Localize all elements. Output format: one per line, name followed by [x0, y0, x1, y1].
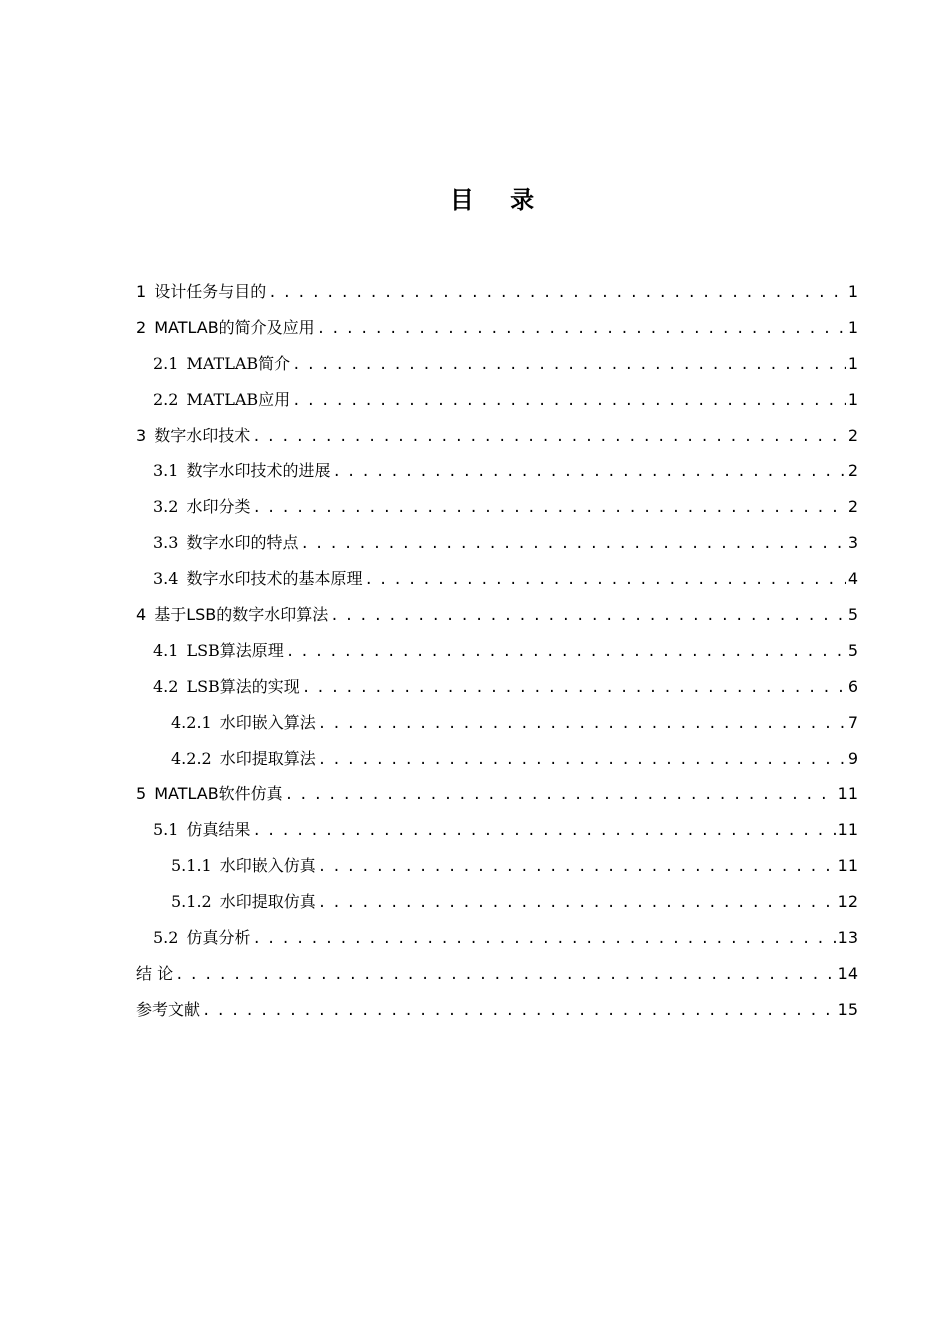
toc-entry-number: 3.3: [153, 533, 179, 553]
toc-entry-number: 3.2: [153, 497, 179, 517]
toc-dot-leader: [317, 312, 846, 348]
toc-dot-leader: [318, 886, 836, 922]
toc-dot-leader: [364, 563, 845, 599]
toc-entry-label: 数字水印技术: [154, 425, 251, 445]
toc-dot-leader: [175, 958, 836, 994]
toc-entry[interactable]: [171, 848, 858, 884]
toc-entry-label: 数字水印的特点: [186, 533, 299, 553]
toc-dot-leader: [300, 527, 845, 563]
toc-entry[interactable]: [153, 812, 858, 848]
toc-entry-number: 4.2.2: [171, 748, 212, 768]
toc-entry-page-number: 2: [847, 425, 858, 445]
toc-entry-page-number: 1: [847, 389, 858, 409]
toc-entry-number: 3.1: [153, 461, 179, 481]
toc-entry-label: MATLAB软件仿真: [154, 784, 283, 804]
toc-entry[interactable]: [136, 597, 858, 633]
toc-dot-leader: [252, 922, 835, 958]
toc-entry-page-number: 7: [847, 712, 858, 732]
toc-entry-number: 5.1.1: [171, 856, 212, 876]
toc-entry-page-number: 3: [847, 533, 858, 553]
toc-entry-page-number: 2: [847, 461, 858, 481]
toc-entry-page-number: 11: [837, 820, 858, 840]
toc-dot-leader: [318, 850, 836, 886]
toc-dot-leader: [252, 814, 835, 850]
toc-entry[interactable]: [153, 382, 858, 418]
toc-entry-number: 2.2: [153, 389, 179, 409]
toc-entry-page-number: 15: [837, 999, 858, 1019]
toc-entry-label: 水印嵌入算法: [219, 712, 316, 732]
toc-entry-page-number: 1: [847, 317, 858, 337]
toc-entry-number: 5.1: [153, 820, 179, 840]
toc-dot-leader: [318, 743, 846, 779]
toc-entry[interactable]: [136, 956, 858, 992]
toc-entry[interactable]: [153, 633, 858, 669]
toc-entry-label: 基于LSB的数字水印算法: [154, 605, 329, 625]
toc-entry[interactable]: [136, 776, 858, 812]
toc-entry[interactable]: [153, 346, 858, 382]
toc-entry-page-number: 11: [837, 856, 858, 876]
toc-entry-number: 1: [136, 282, 147, 301]
toc-entry-number: 3.4: [153, 569, 179, 589]
toc-entry-label: MATLAB简介: [186, 353, 291, 373]
toc-entry-label: MATLAB应用: [186, 389, 291, 409]
toc-entry-page-number: 13: [837, 928, 858, 948]
toc-title: 目 录: [449, 186, 549, 214]
toc-entry-label: 结 论: [136, 963, 174, 983]
toc-entry-label: 水印提取仿真: [219, 892, 316, 912]
toc-dot-leader: [252, 420, 846, 456]
toc-dot-leader: [330, 599, 846, 635]
toc-dot-leader: [268, 276, 846, 312]
toc-dot-leader: [285, 778, 836, 814]
toc-entry-page-number: 4: [847, 569, 858, 589]
toc-dot-leader: [332, 455, 845, 491]
toc-entry[interactable]: [136, 418, 858, 454]
toc-entry-page-number: 6: [847, 676, 858, 696]
toc-dot-leader: [252, 491, 845, 527]
toc-entry[interactable]: [171, 884, 858, 920]
toc-entry[interactable]: [153, 561, 858, 597]
toc-entry[interactable]: [153, 920, 858, 956]
toc-entry-page-number: 5: [847, 640, 858, 660]
toc-dot-leader: [318, 707, 846, 743]
toc-entry-label: 水印嵌入仿真: [219, 856, 316, 876]
toc-entry-number: 5.1.2: [171, 892, 212, 912]
toc-entry-number: 4: [136, 605, 147, 625]
toc-entry-number: 2: [136, 317, 147, 337]
toc-entry-page-number: 9: [847, 748, 858, 768]
toc-list: [0, 274, 950, 1028]
toc-entry-label: 数字水印技术的进展: [186, 461, 331, 481]
toc-entry-number: 5.2: [153, 928, 179, 948]
toc-entry-number: 4.2: [153, 676, 179, 696]
toc-entry-page-number: 11: [837, 784, 858, 804]
toc-entry-label: LSB算法原理: [186, 640, 284, 660]
toc-entry[interactable]: [153, 453, 858, 489]
toc-entry-label: 参考文献: [136, 999, 201, 1019]
toc-entry-number: 4.2.1: [171, 712, 212, 732]
toc-entry-page-number: 14: [837, 963, 858, 983]
toc-entry-label: 设计任务与目的: [154, 282, 267, 301]
toc-entry-label: MATLAB的简介及应用: [154, 317, 315, 337]
toc-entry-label: 仿真结果: [186, 820, 251, 840]
toc-entry-page-number: 5: [847, 605, 858, 625]
toc-entry-number: 2.1: [153, 353, 179, 373]
toc-entry-number: 5: [136, 784, 147, 804]
toc-entry-page-number: 2: [847, 497, 858, 517]
toc-entry-label: 水印提取算法: [219, 748, 316, 768]
toc-entry[interactable]: [136, 992, 858, 1028]
toc-entry-label: 水印分类: [186, 497, 251, 517]
toc-entry[interactable]: [153, 669, 858, 705]
toc-entry-label: 仿真分析: [186, 928, 251, 948]
toc-entry-number: 4.1: [153, 640, 179, 660]
toc-entry-number: 3: [136, 425, 147, 445]
toc-dot-leader: [292, 348, 846, 384]
toc-entry-page-number: 1: [847, 282, 858, 301]
toc-dot-leader: [202, 994, 836, 1030]
toc-entry[interactable]: [153, 489, 858, 525]
toc-entry[interactable]: [153, 525, 858, 561]
toc-entry[interactable]: [171, 705, 858, 741]
toc-dot-leader: [302, 671, 846, 707]
toc-entry-page-number: 1: [847, 353, 858, 373]
toc-entry[interactable]: [136, 274, 858, 310]
toc-entry[interactable]: [171, 741, 858, 777]
toc-dot-leader: [286, 635, 846, 671]
toc-entry-label: LSB算法的实现: [186, 676, 300, 696]
toc-entry-label: 数字水印技术的基本原理: [186, 569, 363, 589]
toc-entry[interactable]: [136, 310, 858, 346]
toc-dot-leader: [292, 384, 846, 420]
toc-entry-page-number: 12: [837, 892, 858, 912]
